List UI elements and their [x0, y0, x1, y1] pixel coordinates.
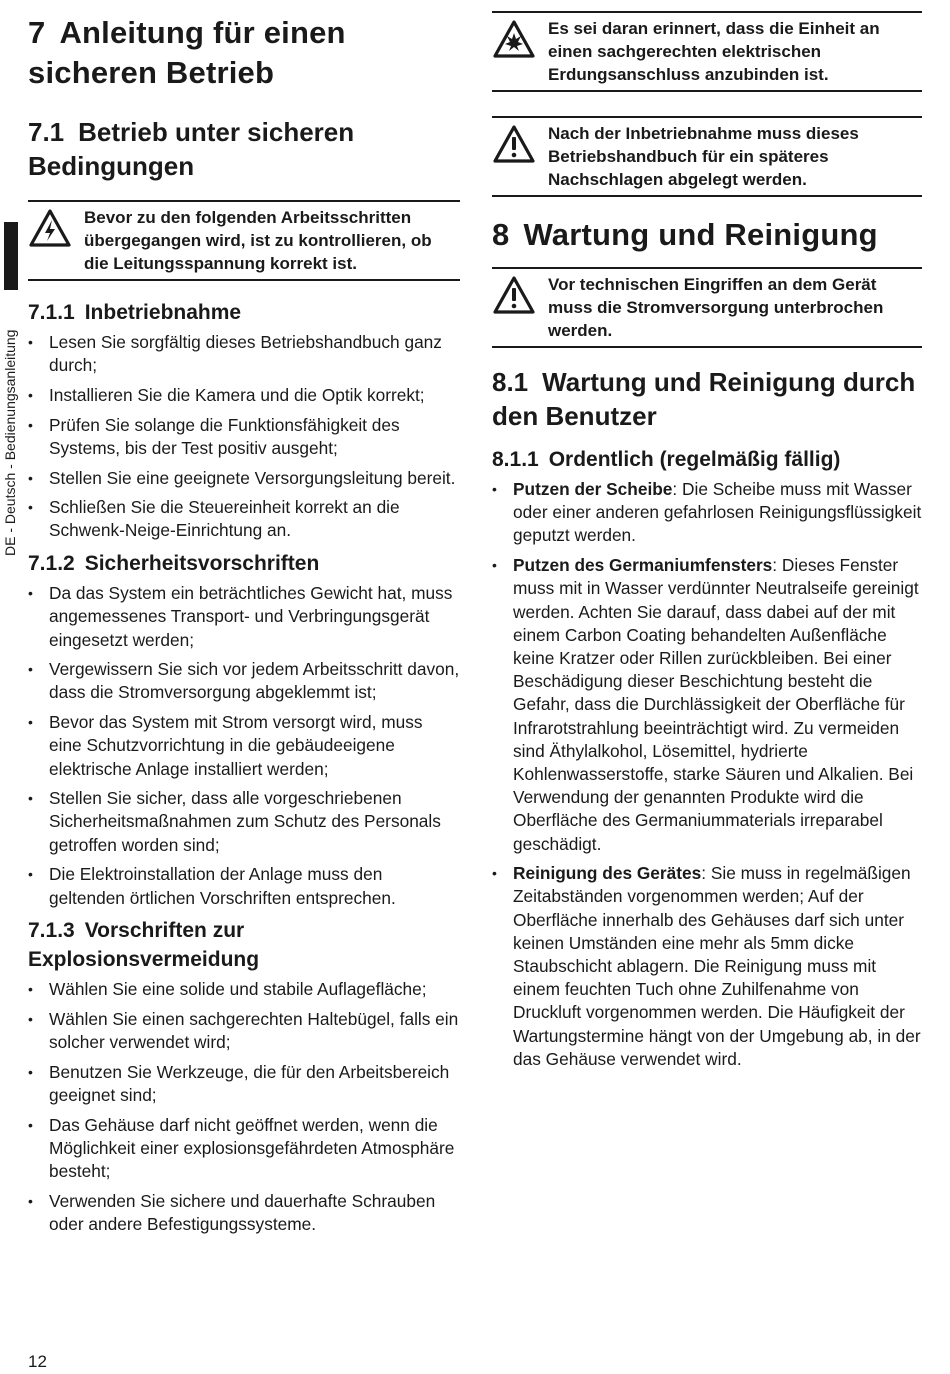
list-item: • Benutzen Sie Werkzeuge, die für den Arbeitsbereich geeignet sind;	[28, 1061, 460, 1107]
list-item: • Installieren Sie die Kamera und die Optik korrekt;	[28, 384, 460, 407]
power-warning-text: Vor technischen Eingriffen an dem Gerät muss die Stromversorgung unterbrochen werden.	[548, 275, 884, 340]
list-item: • Stellen Sie sicher, dass alle vorgeschriebenen Sicherheitsmaßnahmen zum Schutz des Personals getroffen worden sind;	[28, 787, 460, 857]
warning-triangle-icon	[492, 275, 536, 315]
list-item: • Das Gehäuse darf nicht geöffnet werden, wenn die Möglichkeit einer explosionsgefährdeten Atmosphäre besteht;	[28, 1114, 460, 1184]
item-text: : Die Scheibe muss mit Wasser oder einer anderen gefahrlosen Reinigungsflüssigkeit geputzt werden.	[513, 479, 922, 546]
side-language-label: DE - Deutsch - Bedienungsanleitung	[2, 329, 18, 556]
explosion-hazard-icon	[492, 19, 536, 59]
list-item	[492, 478, 922, 548]
item-term: Reinigung des Gerätes	[513, 863, 702, 884]
manual-warning-text: Nach der Inbetriebnahme muss dieses Betriebshandbuch für ein späteres Nachschlagen abgelegt werden.	[548, 124, 859, 189]
explosion-warning-text: Es sei daran erinnert, dass die Einheit an einen sachgerechten elektrischen Erdungsanschluss anzubinden ist.	[548, 19, 880, 84]
list-item: • Lesen Sie sorgfältig dieses Betriebshandbuch ganz durch;	[28, 331, 460, 377]
item-text: : Sie muss in regelmäßigen Zeitabständen vorgenommen werden; Auf der Oberfläche innerhalb des Gehäuses darf sich unter keinen Umständen eine mehr als 5mm dicke Staubschicht ablagern. Die Reinigung muss mit einem feuchten Tuch ohne Zuhilfenahme von Druckluft vorgenommen werden. Die Häufigkeit der Wartungstermine hängt von der Umgebung ab, in der das Gehäuse verwendet wird.	[513, 863, 921, 1069]
chapter-8-heading: 8 Wartung und Reinigung	[492, 217, 878, 252]
list-item	[492, 862, 922, 1071]
list-item: • Verwenden Sie sichere und dauerhafte Schrauben oder andere Befestigungssysteme.	[28, 1190, 460, 1236]
list-item: • Die Elektroinstallation der Anlage muss den geltenden örtlichen Vorschriften entsprechen.	[28, 863, 460, 909]
left-column	[28, 0, 460, 1243]
item-term: Putzen des Germaniumfensters	[513, 555, 773, 576]
sicherheitsvorschriften-list	[28, 582, 460, 910]
list-item: • Stellen Sie eine geeignete Versorgungsleitung bereit.	[28, 467, 460, 490]
subsection-7-1-1-heading: 7.1.1 Inbetriebnahme	[28, 301, 242, 324]
subsection-7-1-2-heading: 7.1.2 Sicherheitsvorschriften	[28, 552, 320, 576]
subsection-7-1-3-heading: 7.1.3 Vorschriften zur Explosionsvermeidung	[28, 919, 260, 972]
wartung-list	[492, 478, 922, 1071]
warning-triangle-icon	[492, 124, 536, 164]
side-tab-marker	[4, 222, 18, 290]
item-text: : Dieses Fenster muss mit in Wasser verdünnter Neutralseife gereinigt werden. Achten Sie darauf, dass dabei auf der mit einem Carbon Coating behandelten Außenfläche keine Kratzer oder Rillen zurückbleiben. Bei einer Beschädigung dieser Beschichtung besteht die Gefahr, dass die Durchlässigkeit der Oberfläche für Infrarotstrahlung beeinträchtigt wird. Zu vermeiden sind Äthylalkohol, Lösemittel, hydrierte Kohlenwasserstoffe, starke Säuren und Alkalien. Bei Verwendung der genannten Produkte wird die Oberfläche des Germaniummaterials irreparabel geschädigt.	[513, 555, 919, 854]
manual-warning-box	[492, 116, 922, 197]
list-item: • Vergewissern Sie sich vor jedem Arbeitsschritt davon, dass die Stromversorgung abgeklemmt ist;	[28, 658, 460, 704]
list-item: • Prüfen Sie solange die Funktionsfähigkeit des Systems, bis der Test positiv ausgeht;	[28, 414, 460, 460]
list-item: • Bevor das System mit Strom versorgt wird, muss eine Schutzvorrichtung in die gebäudeeigene elektrische Anlage installiert werden;	[28, 711, 460, 781]
chapter-7-heading: 7 Anleitung für einen sicheren Betrieb	[28, 15, 346, 90]
item-term: Putzen der Scheibe	[513, 479, 673, 499]
list-item	[492, 554, 922, 856]
list-item: • Schließen Sie die Steuereinheit korrekt an die Schwenk-Neige-Einrichtung an.	[28, 496, 460, 542]
explosion-warning-box	[492, 11, 922, 92]
explosionsvermeidung-list	[28, 978, 460, 1236]
list-item: • Wählen Sie eine solide und stabile Auflagefläche;	[28, 978, 460, 1001]
power-warning-box	[492, 267, 922, 348]
list-item: • Wählen Sie einen sachgerechten Haltebügel, falls ein solcher verwendet wird;	[28, 1008, 460, 1054]
electric-warning-text: Bevor zu den folgenden Arbeitsschritten übergegangen wird, ist zu kontrollieren, ob die Leitungsspannung korrekt ist.	[84, 208, 432, 273]
electric-hazard-icon	[28, 208, 72, 248]
right-column	[492, 0, 922, 1078]
section-7-1-heading: 7.1 Betrieb unter sicheren Bedingungen	[28, 117, 355, 181]
inbetriebnahme-list	[28, 331, 460, 543]
section-8-1-heading: 8.1 Wartung und Reinigung durch den Benutzer	[492, 367, 916, 431]
electric-warning-box	[28, 200, 460, 281]
subsection-8-1-1-heading: 8.1.1 Ordentlich (regelmäßig fällig)	[492, 448, 841, 471]
list-item: • Da das System ein beträchtliches Gewicht hat, muss angemessenes Transport- und Verbringungsgerät eingesetzt werden;	[28, 582, 460, 652]
page-number: 12	[28, 1352, 47, 1371]
